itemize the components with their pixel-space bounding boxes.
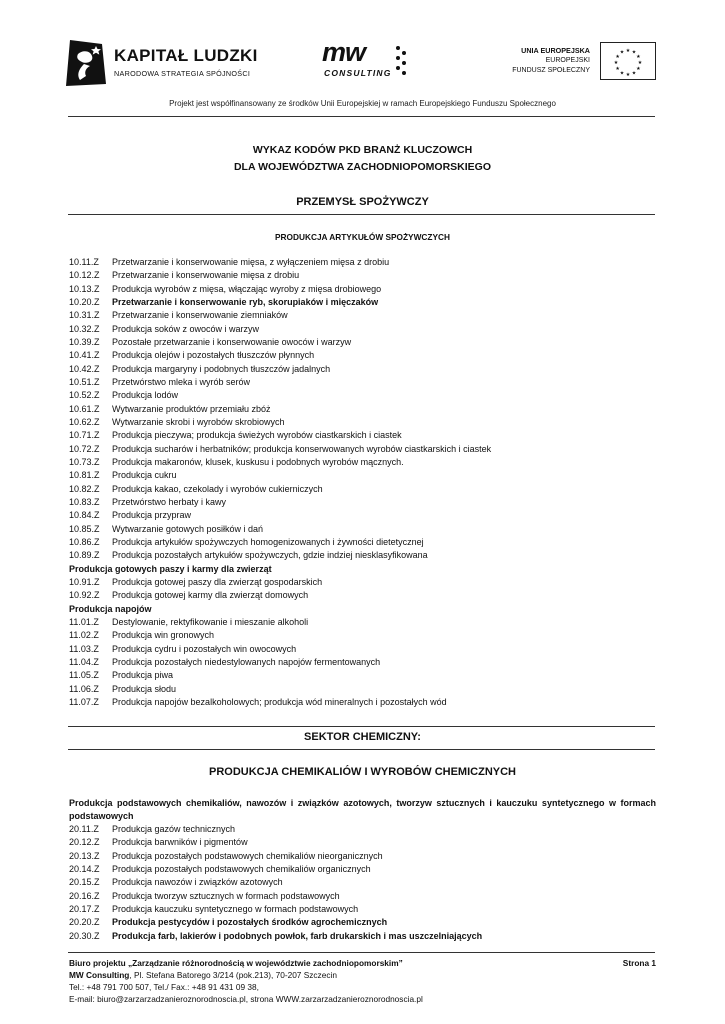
pkd-description: Produkcja pieczywa; produkcja świeżych wyrobów ciastkarskich i ciastek [112, 430, 402, 441]
pkd-code: 10.32.Z [69, 323, 100, 334]
pkd-code: 10.52.Z [69, 390, 100, 401]
pkd-description: Wytwarzanie produktów przemiału zbóż [112, 403, 271, 414]
pkd-row [69, 656, 659, 669]
pkd-code: 10.84.Z [69, 510, 100, 521]
svg-text:★: ★ [631, 70, 637, 77]
eu-line-1: UNIA EUROPEJSKA [521, 46, 590, 55]
pkd-code: 10.31.Z [69, 310, 100, 321]
pkd-code: 10.41.Z [69, 350, 100, 361]
chemical-section-divider-top [68, 726, 655, 727]
pkd-row [69, 496, 659, 509]
pkd-row [69, 376, 659, 389]
pkd-row [69, 549, 659, 562]
pkd-code: 10.61.Z [69, 403, 100, 414]
pkd-description: Przetwarzanie i konserwowanie mięsa z drobiu [112, 270, 300, 281]
document-title-line-1: WYKAZ KODÓW PKD BRANŻ KLUCZOWCH [252, 144, 473, 156]
svg-text:★: ★ [636, 66, 641, 72]
pkd-row [69, 643, 659, 656]
pkd-description: Produkcja artykułów spożywczych homogenizowanych i żywności dietetycznej [112, 536, 424, 547]
document-title-line-2: DLA WOJEWÓDZTWA ZACHODNIOPOMORSKIEGO [233, 161, 492, 173]
page-number: Strona 1 [622, 958, 656, 968]
pkd-description: Produkcja pozostałych podstawowych chemikaliów nieorganicznych [112, 850, 383, 861]
kapital-ludzki-emblem-icon [64, 38, 108, 88]
chemical-subtitle: PRODUKCJA CHEMIKALIÓW I WYROBÓW CHEMICZNYCH [209, 766, 516, 778]
pkd-row [69, 683, 659, 696]
pkd-description: Produkcja lodów [112, 390, 179, 401]
pkd-row [69, 429, 659, 442]
pkd-code: 10.12.Z [69, 270, 100, 281]
pkd-description: Produkcja sucharów i herbatników; produkcja konserwowanych wyrobów ciastkarskich i ciastek [112, 443, 492, 454]
pkd-description: Produkcja piwa [112, 670, 174, 681]
food-section-divider [68, 214, 655, 215]
pkd-description: Produkcja wyrobów z mięsa, włączając wyroby z mięsa drobiowego [112, 283, 382, 294]
pkd-row [69, 483, 659, 496]
pkd-row [69, 876, 659, 889]
footer-address-text: , Pl. Stefana Batorego 3/214 (pok.213), 70-207 Szczecin [129, 970, 337, 980]
pkd-description: Destylowanie, rektyfikowanie i mieszanie alkoholi [112, 616, 309, 627]
pkd-row [69, 349, 659, 362]
kapital-ludzki-title: KAPITAŁ LUDZKI [114, 46, 258, 65]
cofinancing-note: Projekt jest współfinansowany ze środków Unii Europejskiej w ramach Europejskiego Funduszu Społecznego [169, 99, 556, 108]
food-subtitle: PRODUKCJA ARTYKUŁÓW SPOŻYWCZYCH [275, 232, 450, 242]
svg-text:★: ★ [619, 70, 625, 77]
pkd-description: Produkcja kauczuku syntetycznego w formach podstawowych [112, 903, 359, 914]
svg-text:★: ★ [615, 54, 620, 60]
pkd-row [69, 823, 659, 836]
food-code-list [69, 256, 659, 709]
pkd-code: 10.11.Z [69, 257, 99, 267]
pkd-row [69, 836, 659, 849]
pkd-code: 11.05.Z [69, 670, 99, 681]
pkd-code: 10.71.Z [69, 430, 100, 441]
chemical-section-divider-bottom [68, 749, 655, 750]
pkd-code: 10.39.Z [69, 336, 100, 347]
eu-line-3: FUNDUSZ SPOŁECZNY [512, 67, 590, 74]
pkd-row [69, 416, 659, 429]
footer-email[interactable]: E-mail: biuro@zarzarzadzanieroznorodnoscia.pl, strona WWW.zarzarzadzanieroznorodnoscia.pl [69, 994, 423, 1004]
pkd-code: 10.62.Z [69, 416, 100, 427]
pkd-row [69, 336, 659, 349]
mw-logo-text: mw [322, 37, 366, 67]
pkd-row [69, 536, 659, 549]
pkd-code: 20.30.Z [69, 930, 100, 941]
chemical-group-heading: Produkcja podstawowych chemikaliów, nawozów i związków azotowych, tworzyw sztucznych i kauczuku syntetycznego w formach podstawowych [69, 798, 656, 822]
mw-consulting-logo [322, 37, 412, 81]
pkd-description: Produkcja pozostałych niedestylowanych napojów fermentowanych [112, 656, 381, 667]
pkd-code: 10.51.Z [69, 376, 100, 387]
pkd-row [69, 916, 659, 929]
footer-divider [68, 952, 655, 953]
pkd-code: 11.06.Z [69, 683, 99, 694]
pkd-code: 20.11.Z [69, 824, 99, 834]
footer-project-office: Biuro projektu „Zarządzanie różnorodnością w województwie zachodniopomorskim” [69, 958, 403, 968]
header-divider [68, 116, 655, 117]
pkd-description: Produkcja tworzyw sztucznych w formach podstawowych [112, 890, 340, 901]
svg-text:★: ★ [631, 49, 637, 56]
pkd-code: 10.73.Z [69, 456, 100, 467]
pkd-description: Produkcja olejów i pozostałych tłuszczów płynnych [112, 350, 315, 361]
pkd-code: 20.15.Z [69, 877, 100, 888]
svg-text:★: ★ [636, 54, 641, 60]
pkd-code: 10.89.Z [69, 550, 100, 561]
pkd-row [69, 443, 659, 456]
svg-text:★: ★ [619, 49, 625, 56]
pkd-row [69, 309, 659, 322]
pkd-description: Przetwarzanie i konserwowanie mięsa, z wyłączeniem mięsa z drobiu [112, 257, 390, 267]
pkd-code: 10.92.Z [69, 590, 100, 601]
pkd-row [69, 363, 659, 376]
pkd-code: 11.03.Z [69, 643, 99, 654]
svg-text:★: ★ [615, 66, 620, 72]
pkd-description: Produkcja pozostałych artykułów spożywczych, gdzie indziej niesklasyfikowana [112, 550, 428, 561]
pkd-row [69, 523, 659, 536]
food-section-title: PRZEMYSŁ SPOŻYWCZY [296, 196, 429, 208]
pkd-row [69, 509, 659, 522]
pkd-description: Produkcja słodu [112, 683, 177, 694]
pkd-description: Przetwórstwo mleka i wyrób serów [112, 376, 251, 387]
pkd-description: Produkcja soków z owoców i warzyw [112, 323, 260, 334]
pkd-description: Produkcja win gronowych [112, 630, 215, 641]
pkd-description: Wytwarzanie gotowych posiłków i dań [112, 523, 263, 534]
pkd-description: Produkcja margaryny i podobnych tłuszczów jadalnych [112, 363, 331, 374]
pkd-description: Produkcja farb, lakierów i podobnych powłok, farb drukarskich i mas uszczelniających [112, 930, 483, 941]
drinks-group-heading: Produkcja napojów [69, 603, 152, 614]
feed-group-heading: Produkcja gotowych paszy i karmy dla zwierząt [69, 563, 272, 574]
svg-text:★: ★ [637, 60, 643, 66]
pkd-code: 11.07.Z [69, 696, 99, 707]
pkd-row [69, 256, 659, 269]
pkd-description: Produkcja gazów technicznych [112, 824, 236, 834]
pkd-code: 11.04.Z [69, 656, 99, 667]
pkd-row [69, 863, 659, 876]
chemical-code-list [69, 823, 659, 943]
pkd-row [69, 269, 659, 282]
pkd-description: Produkcja kakao, czekolady i wyrobów cukierniczych [112, 483, 323, 494]
pkd-code: 20.20.Z [69, 917, 100, 928]
pkd-description: Produkcja pestycydów i pozostałych środków agrochemicznych [112, 917, 388, 928]
pkd-code: 10.42.Z [69, 363, 100, 374]
footer-company-name: MW Consulting [69, 970, 130, 980]
mw-logo-subtitle: CONSULTING [324, 68, 392, 78]
pkd-row [69, 616, 659, 629]
pkd-description: Produkcja nawozów i związków azotowych [112, 877, 283, 888]
pkd-description: Produkcja barwników i pigmentów [112, 837, 248, 848]
chemical-section-title: SEKTOR CHEMICZNY: [304, 731, 421, 743]
eu-logo [496, 42, 656, 84]
pkd-code: 10.85.Z [69, 523, 100, 534]
pkd-row [69, 890, 659, 903]
pkd-code: 20.14.Z [69, 863, 100, 874]
pkd-description: Przetwórstwo herbaty i kawy [112, 496, 227, 507]
pkd-description: Produkcja przypraw [112, 510, 192, 521]
kapital-ludzki-subtitle: NARODOWA STRATEGIA SPÓJNOŚCI [114, 69, 251, 78]
pkd-code: 10.13.Z [69, 283, 100, 294]
pkd-row [69, 323, 659, 336]
footer-phone: Tel.: +48 791 700 507, Tel./ Fax.: +48 91 431 09 38, [69, 982, 259, 992]
pkd-code: 11.01.Z [69, 616, 99, 627]
pkd-code: 10.20.Z [69, 296, 100, 307]
pkd-description: Produkcja cukru [112, 470, 177, 481]
pkd-code: 10.81.Z [69, 470, 100, 481]
pkd-row [69, 669, 659, 682]
pkd-description: Produkcja gotowej karmy dla zwierząt domowych [112, 590, 309, 601]
pkd-code: 10.91.Z [69, 576, 100, 587]
pkd-code: 20.17.Z [69, 903, 100, 914]
pkd-row [69, 589, 659, 602]
pkd-row [69, 389, 659, 402]
pkd-row [69, 283, 659, 296]
svg-text:★: ★ [613, 60, 619, 66]
pkd-code: 10.86.Z [69, 536, 100, 547]
pkd-description: Produkcja napojów bezalkoholowych; produkcja wód mineralnych i pozostałych wód [112, 696, 447, 707]
pkd-code: 10.72.Z [69, 443, 100, 454]
pkd-row [69, 403, 659, 416]
pkd-code: 20.12.Z [69, 837, 100, 848]
pkd-description: Przetwarzanie i konserwowanie ryb, skorupiaków i mięczaków [112, 296, 379, 307]
pkd-row [69, 850, 659, 863]
pkd-description: Produkcja makaronów, klusek, kuskusu i podobnych wyrobów mącznych. [112, 456, 404, 467]
pkd-description: Wytwarzanie skrobi i wyrobów skrobiowych [112, 416, 285, 427]
pkd-code: 10.83.Z [69, 496, 100, 507]
pkd-row [69, 456, 659, 469]
pkd-row [69, 696, 659, 709]
pkd-code: 20.13.Z [69, 850, 100, 861]
pkd-code: 10.82.Z [69, 483, 100, 494]
eu-flag-icon [600, 42, 656, 80]
mw-dots-icon [394, 45, 408, 79]
pkd-row [69, 629, 659, 642]
pkd-row [69, 296, 659, 309]
svg-text:★: ★ [625, 48, 631, 54]
pkd-code: 11.02.Z [69, 630, 99, 641]
pkd-row [69, 576, 659, 589]
svg-text:★: ★ [625, 72, 631, 78]
pkd-description: Przetwarzanie i konserwowanie ziemniaków [112, 310, 288, 321]
pkd-description: Produkcja pozostałych podstawowych chemikaliów organicznych [112, 863, 371, 874]
eu-line-2: EUROPEJSKI [545, 57, 590, 64]
pkd-description: Produkcja gotowej paszy dla zwierząt gospodarskich [112, 576, 323, 587]
kapital-ludzki-logo [64, 38, 258, 88]
pkd-description: Pozostałe przetwarzanie i konserwowanie owoców i warzyw [112, 336, 352, 347]
footer [69, 957, 656, 1005]
pkd-description: Produkcja cydru i pozostałych win owocowych [112, 643, 297, 654]
pkd-row [69, 903, 659, 916]
footer-address [69, 969, 656, 981]
pkd-code: 20.16.Z [69, 890, 100, 901]
pkd-row [69, 469, 659, 482]
pkd-row [69, 930, 659, 943]
